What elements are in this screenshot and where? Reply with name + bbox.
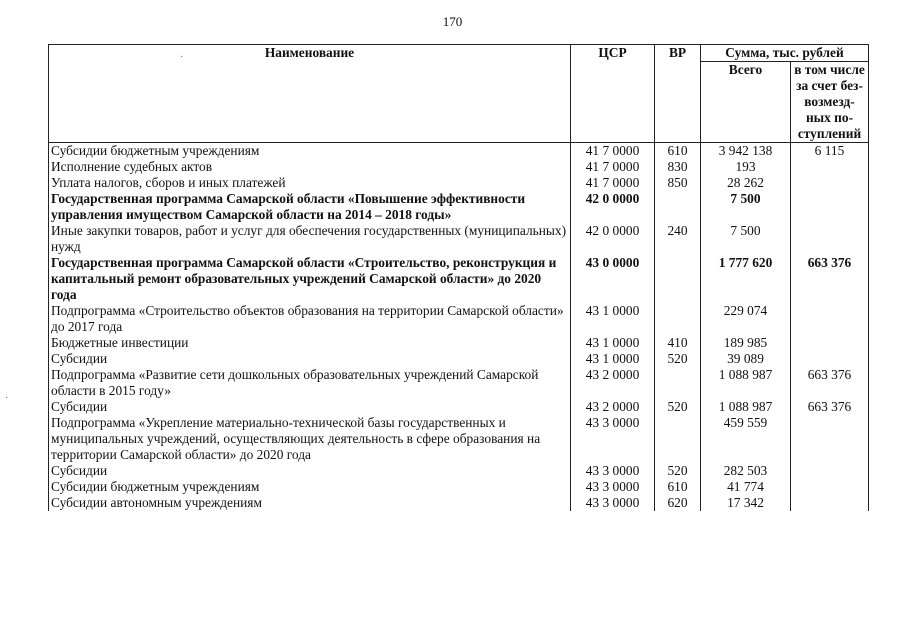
row-total: 189 985	[701, 335, 791, 351]
row-incl: 663 376	[791, 255, 869, 303]
row-csr: 43 2 0000	[571, 399, 655, 415]
header-total: Всего	[701, 62, 791, 143]
budget-table	[48, 44, 869, 511]
row-vr: 520	[655, 351, 701, 367]
row-vr	[655, 303, 701, 335]
row-incl	[791, 415, 869, 463]
row-csr: 43 3 0000	[571, 415, 655, 463]
table-row	[49, 463, 869, 479]
row-name: Бюджетные инвестиции	[49, 335, 571, 351]
table-row	[49, 479, 869, 495]
row-vr: 830	[655, 159, 701, 175]
table-row	[49, 367, 869, 399]
row-name: Подпрограмма «Развитие сети дошкольных образовательных учреждений Самарской области в 2015 году»	[49, 367, 571, 399]
row-name: Субсидии	[49, 351, 571, 367]
table-row	[49, 223, 869, 255]
row-name: Субсидии бюджетным учреждениям	[49, 143, 571, 160]
row-incl: 663 376	[791, 367, 869, 399]
header-sum: Сумма, тыс. рублей	[701, 45, 869, 62]
header-csr: ЦСР	[571, 45, 655, 143]
row-csr: 42 0 0000	[571, 223, 655, 255]
row-name: Иные закупки товаров, работ и услуг для обеспечения государственных (муниципальных) нужд	[49, 223, 571, 255]
row-vr: 610	[655, 143, 701, 160]
row-csr: 41 7 0000	[571, 143, 655, 160]
row-incl	[791, 335, 869, 351]
table-row	[49, 399, 869, 415]
row-csr: 43 2 0000	[571, 367, 655, 399]
row-total: 229 074	[701, 303, 791, 335]
row-vr: 410	[655, 335, 701, 351]
row-incl: 6 115	[791, 143, 869, 160]
row-csr: 43 3 0000	[571, 463, 655, 479]
row-vr	[655, 367, 701, 399]
row-csr: 43 3 0000	[571, 495, 655, 511]
row-total: 17 342	[701, 495, 791, 511]
table-row	[49, 351, 869, 367]
row-csr: 43 0 0000	[571, 255, 655, 303]
row-vr: 520	[655, 399, 701, 415]
row-vr	[655, 415, 701, 463]
row-incl	[791, 463, 869, 479]
row-name: Подпрограмма «Укрепление материально-технической базы государственных и муниципальных учреждений, осуществляющих деятельность в сфере образования на территории Самарской области» до 2020 года	[49, 415, 571, 463]
row-total: 1 777 620	[701, 255, 791, 303]
row-incl	[791, 191, 869, 223]
row-vr: 520	[655, 463, 701, 479]
row-csr: 43 1 0000	[571, 351, 655, 367]
row-vr	[655, 191, 701, 223]
row-name: Субсидии бюджетным учреждениям	[49, 479, 571, 495]
row-incl	[791, 479, 869, 495]
row-name: Субсидии	[49, 399, 571, 415]
row-csr: 43 1 0000	[571, 335, 655, 351]
row-vr: 850	[655, 175, 701, 191]
row-vr: 240	[655, 223, 701, 255]
row-total: 39 089	[701, 351, 791, 367]
table-row	[49, 303, 869, 335]
row-total: 1 088 987	[701, 367, 791, 399]
row-csr: 43 3 0000	[571, 479, 655, 495]
row-name: Государственная программа Самарской области «Строительство, реконструкция и капитальный ремонт образовательных учреждений Самарской области» до 2020 года	[49, 255, 571, 303]
row-vr: 610	[655, 479, 701, 495]
table-row	[49, 335, 869, 351]
row-total: 7 500	[701, 223, 791, 255]
row-name: Исполнение судебных актов	[49, 159, 571, 175]
row-csr: 42 0 0000	[571, 191, 655, 223]
row-total: 193	[701, 159, 791, 175]
table-row	[49, 143, 869, 160]
row-total: 3 942 138	[701, 143, 791, 160]
row-csr: 41 7 0000	[571, 159, 655, 175]
header-vr: ВР	[655, 45, 701, 143]
row-incl	[791, 303, 869, 335]
row-csr: 41 7 0000	[571, 175, 655, 191]
header-name: Наименование	[49, 45, 571, 143]
row-incl	[791, 495, 869, 511]
table-row	[49, 415, 869, 463]
row-incl	[791, 223, 869, 255]
row-name: Подпрограмма «Строительство объектов образования на территории Самарской области» до 2017 года	[49, 303, 571, 335]
row-csr: 43 1 0000	[571, 303, 655, 335]
row-total: 41 774	[701, 479, 791, 495]
table-row	[49, 175, 869, 191]
row-total: 459 559	[701, 415, 791, 463]
row-incl: 663 376	[791, 399, 869, 415]
page-number: 170	[442, 14, 463, 29]
table-row	[49, 495, 869, 511]
header-incl: в том числе за счет без-возмезд-ных по-ступлений	[791, 62, 869, 143]
row-total: 28 262	[701, 175, 791, 191]
row-name: Субсидии автономным учреждениям	[49, 495, 571, 511]
row-vr: 620	[655, 495, 701, 511]
row-name: Уплата налогов, сборов и иных платежей	[49, 175, 571, 191]
table-body	[49, 143, 869, 512]
table-header	[49, 45, 869, 143]
row-incl	[791, 175, 869, 191]
row-incl	[791, 159, 869, 175]
row-total: 1 088 987	[701, 399, 791, 415]
table-row	[49, 159, 869, 175]
row-total: 7 500	[701, 191, 791, 223]
row-incl	[791, 351, 869, 367]
table-row	[49, 255, 869, 303]
row-name: Государственная программа Самарской области «Повышение эффективности управления имуществом Самарской области на 2014 – 2018 годы»	[49, 191, 571, 223]
table-row	[49, 191, 869, 223]
row-total: 282 503	[701, 463, 791, 479]
scan-speck: ·	[180, 52, 184, 63]
scan-speck: ·	[5, 393, 9, 404]
row-name: Субсидии	[49, 463, 571, 479]
row-vr	[655, 255, 701, 303]
